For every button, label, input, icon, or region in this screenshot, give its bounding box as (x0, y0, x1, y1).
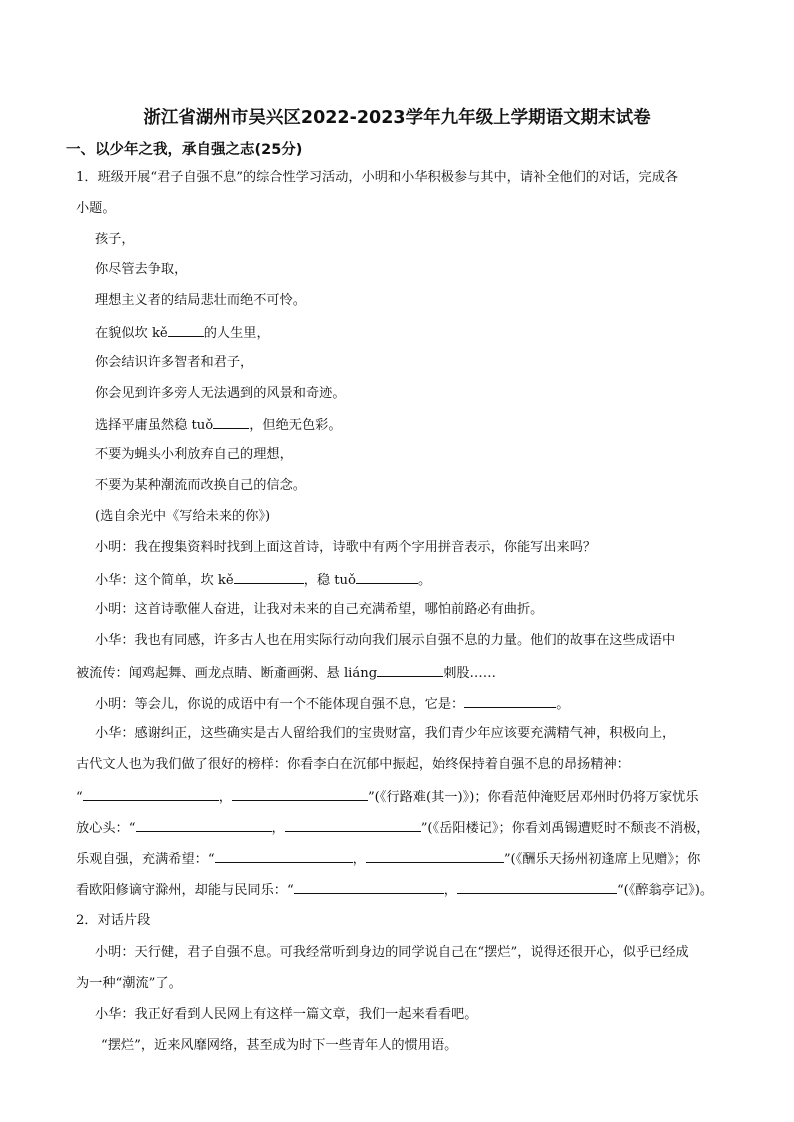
poem-line: 理想主义者的结局悲壮而绝不可怜。 (95, 293, 306, 308)
answer-blank[interactable] (464, 693, 556, 708)
dialogue-line (76, 848, 700, 870)
dialogue-line (95, 693, 569, 715)
poem-text: 在貌似坎 kě (95, 326, 168, 341)
dialogue-line: 小华：感谢纠正，这些确实是古人留给我们的宝贵财富，我们青少年应该要充满精气神，积极向上， (95, 726, 676, 741)
dialogue-text: ， (443, 883, 457, 898)
poem-line: 孩子， (95, 232, 135, 247)
question-1-text: 1．班级开展“君子自强不息”的综合性学习活动，小明和小华积极参与其中，请补全他们的对话，完成各 (76, 170, 679, 185)
dialogue-text: “ (76, 790, 83, 805)
poem-line (95, 322, 270, 344)
dialogue-text: 乐观自强，充满希望：“ (76, 852, 215, 867)
dialogue-text: 被流传：闻鸡起舞、画龙点睛、断齑画粥、悬 liáng (76, 666, 378, 681)
dialogue-text: ， (271, 821, 285, 836)
answer-blank[interactable] (213, 414, 249, 429)
dialogue-text: ”(《行路难(其一)》)；你看范仲淹贬居邓州时仍将万家忧乐 (367, 790, 699, 805)
answer-blank[interactable] (234, 569, 304, 584)
dialogue-text: 刺股…… (443, 666, 496, 681)
dialogue-text: 放心头：“ (76, 821, 136, 836)
poem-line: 你尽管去争取， (95, 262, 188, 277)
question-1-text-cont: 小题。 (76, 201, 116, 216)
poem-line: 不要为蝇头小利放弃自己的理想， (95, 447, 293, 462)
answer-blank[interactable] (457, 879, 617, 894)
dialogue-text: ”(《岳阳楼记》；你看刘禹锡遭贬时不颓丧不消极， (420, 821, 710, 836)
section-heading: 一、以少年之我，承自强之志(25分) (66, 142, 303, 158)
dialogue-line (76, 786, 699, 808)
dialogue-text: ， (352, 852, 366, 867)
answer-blank[interactable] (215, 848, 353, 863)
dialogue-text: “(《醉翁亭记》)。 (616, 883, 714, 898)
dialogue-line (76, 662, 496, 684)
dialogue-line: 小明：这首诗歌催人奋进，让我对未来的自己充满希望，哪怕前路必有曲折。 (95, 602, 544, 617)
answer-blank[interactable] (366, 848, 504, 863)
poem-line (95, 414, 342, 436)
dialogue-text: 看欧阳修谪守滁州，却能与民同乐：“ (76, 883, 294, 898)
article-line: “摆烂”，近来风靡网络，甚至成为时下一些青年人的惯用语。 (101, 1038, 458, 1053)
dialogue-text: 。 (556, 697, 570, 712)
poem-line: 不要为某种潮流而改换自己的信念。 (95, 478, 306, 493)
dialogue-line (76, 879, 713, 901)
answer-blank[interactable] (377, 662, 443, 677)
dialogue-text: 小华：这个简单，坎 kě (95, 573, 234, 588)
dialogue-line: 小华：我也有同感，许多古人也在用实际行动向我们展示自强不息的力量。他们的故事在这些成语中 (95, 633, 676, 648)
answer-blank[interactable] (285, 817, 421, 832)
dialogue-text: 。 (418, 573, 432, 588)
dialogue-line (76, 817, 710, 839)
answer-blank[interactable] (356, 569, 418, 584)
answer-blank[interactable] (83, 786, 219, 801)
poem-line: 你会结识许多智者和君子， (95, 355, 254, 370)
exam-title: 浙江省湖州市吴兴区2022-2023学年九年级上学期语文期末试卷 (143, 108, 651, 128)
dialogue-line: 小华：我正好看到人民网上有这样一篇文章，我们一起来看看吧。 (95, 1007, 478, 1022)
poem-source: (选自余光中《写给未来的你》) (95, 509, 271, 524)
answer-blank[interactable] (294, 879, 444, 894)
dialogue-text: ”(《酬乐天扬州初逢席上见赠》；你 (503, 852, 701, 867)
answer-blank[interactable] (168, 322, 204, 337)
dialogue-text: ， (218, 790, 232, 805)
dialogue-text: ，稳 tuǒ (303, 573, 356, 588)
answer-blank[interactable] (136, 817, 272, 832)
question-2-heading: 2．对话片段 (76, 913, 151, 928)
dialogue-line: 古代文人也为我们做了很好的榜样：你看李白在沉郁中振起，始终保持着自强不息的昂扬精神： (76, 757, 630, 772)
poem-text: 选择平庸虽然稳 tuǒ (95, 418, 214, 433)
dialogue-line (95, 569, 431, 591)
dialogue-line: 为一种“潮流”了。 (76, 976, 182, 991)
dialogue-line: 小明：我在搜集资料时找到上面这首诗，诗歌中有两个字用拼音表示，你能写出来吗？ (95, 540, 597, 555)
dialogue-line: 小明：天行健，君子自强不息。可我经常听到身边的同学说自己在“摆烂”，说得还很开心，似乎已经成 (95, 945, 689, 960)
poem-line: 你会见到许多旁人无法遇到的风景和奇迹。 (95, 386, 346, 401)
poem-text: 的人生里， (203, 326, 270, 341)
poem-text: ，但绝无色彩。 (249, 418, 342, 433)
dialogue-text: 小明：等会儿，你说的成语中有一个不能体现自强不息，它是： (95, 697, 465, 712)
answer-blank[interactable] (232, 786, 368, 801)
